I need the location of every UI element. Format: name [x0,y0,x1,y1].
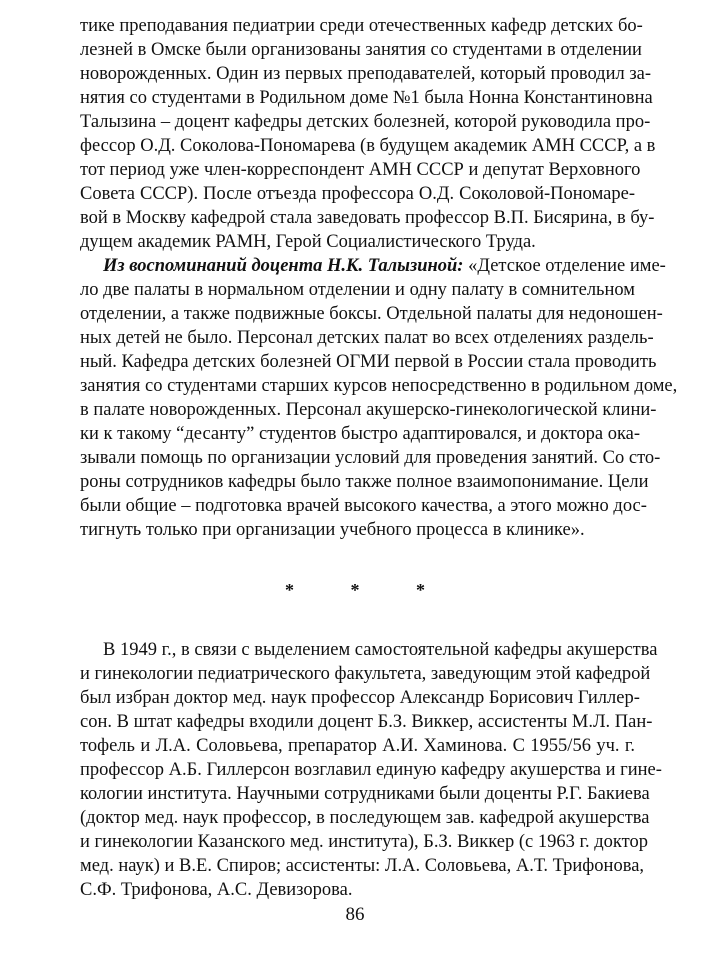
text-line: ки к такому “десанту” студентов быстро адаптировался, и доктора ока- [80,424,641,444]
page-number: 86 [345,904,365,925]
text-line: ло две палаты в нормальном отделении и одну палату в сомнительном [80,280,635,300]
text-line: Совета СССР). После отъезда профессора О.Д. Соколовой-Пономаре- [80,184,635,204]
text-line: в палате новорожденных. Персонал акушерско-гинекологической клини- [80,400,657,420]
text-line: тигнуть только при организации учебного процесса в клинике». [80,520,585,540]
text-line: мед. наук) и В.Е. Спиров; ассистенты: Л.А. Соловьева, А.Т. Трифонова, [80,856,645,876]
text-line: дущем академик РАМН, Герой Социалистического Труда. [80,232,536,252]
text-line: профессор А.Б. Гиллерсон возглавил единую кафедру акушерства и гине- [80,760,662,780]
text-line: тот период уже член-корреспондент АМН СССР и депутат Верховного [80,160,641,180]
text-line: (доктор мед. наук профессор, в последующем зав. кафедрой акушерства [80,808,650,828]
text-line: новорожденных. Один из первых преподавателей, который проводил за- [80,64,652,84]
section-separator: * * * [285,580,451,600]
quote-text: «Детское отделение име- [463,256,666,276]
text-line: отделении, а также подвижные боксы. Отдельной палаты для недоношен- [80,304,663,324]
text-line: были общие – подготовка врачей высокого качества, а этого можно дос- [80,496,647,516]
text-line: В 1949 г., в связи с выделением самостоятельной кафедры акушерства [103,640,658,660]
text-line: тике преподавания педиатрии среди отечественных кафедр детских бо- [80,16,643,36]
quote-attribution: Из воспоминаний доцента Н.К. Талызиной: [103,256,464,276]
text-line: и гинекологии Казанского мед. института), Б.З. Виккер (с 1963 г. доктор [80,832,648,852]
text-line: занятия со студентами старших курсов непосредственно в родильном доме, [80,376,678,396]
text-line: ных детей не было. Персонал детских палат во всех отделениях раздель- [80,328,654,348]
text-line: нятия со студентами в Родильном доме №1 была Нонна Константиновна [80,88,653,108]
text-line: С.Ф. Трифонова, А.С. Девизорова. [80,880,353,900]
text-line: зывали помощь по организации условий для проведения занятий. Со сто- [80,448,661,468]
text-line: лезней в Омске были организованы занятия со студентами в отделении [80,40,642,60]
quote-first-line [103,254,666,278]
text-line: тофель и Л.А. Соловьева, препаратор А.И. Хаминова. С 1955/56 уч. г. [80,736,635,756]
text-line: был избран доктор мед. наук профессор Александр Борисович Гиллер- [80,688,640,708]
text-line: сон. В штат кафедры входили доцент Б.З. Виккер, ассистенты М.Л. Пан- [80,712,653,732]
text-line: и гинекологии педиатрического факультета, заведующим этой кафедрой [80,664,651,684]
text-line: фессор О.Д. Соколова-Пономарева (в будущем академик АМН СССР, а в [80,136,656,156]
text-line: вой в Москву кафедрой стала заведовать профессор В.П. Бисярина, в бу- [80,208,655,228]
text-line: кологии института. Научными сотрудниками были доценты Р.Г. Бакиева [80,784,650,804]
text-line: Талызина – доцент кафедры детских болезней, которой руководила про- [80,112,651,132]
text-line: ный. Кафедра детских болезней ОГМИ первой в России стала проводить [80,352,657,372]
text-line: роны сотрудников кафедры было также полное взаимопонимание. Цели [80,472,649,492]
